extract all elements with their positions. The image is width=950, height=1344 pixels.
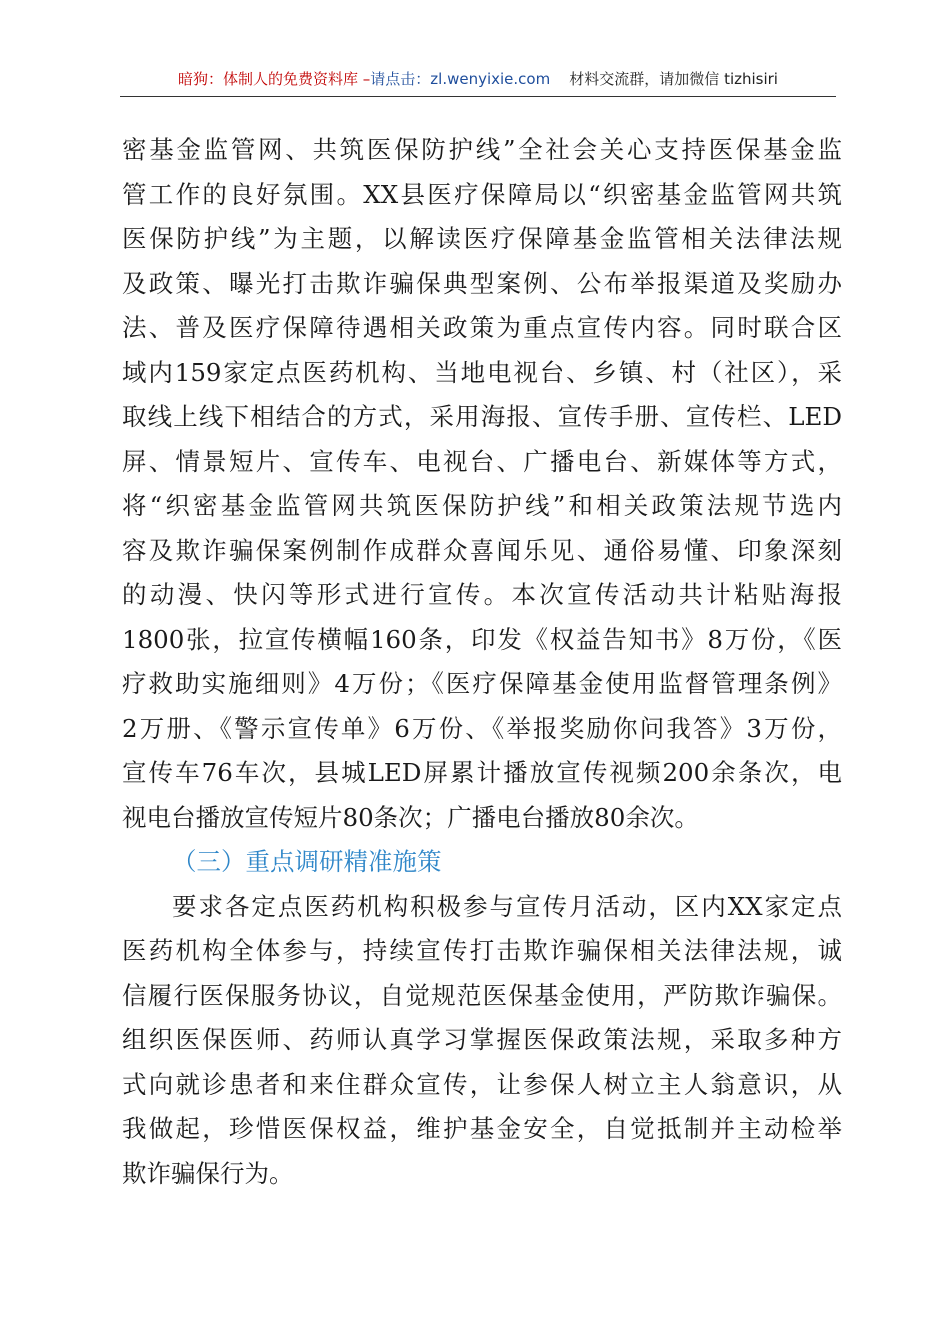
paragraph-line: 组织医保医师、药师认真学习掌握医保政策法规，采取多种方 <box>122 1025 842 1054</box>
paragraph-line: 医保防护线”为主题，以解读医疗保障基金监管相关法律法规 <box>122 224 842 253</box>
paragraph-line: 我做起，珍惜医保权益，维护基金安全，自觉抵制并主动检举 <box>122 1114 842 1143</box>
paragraph-line: 屏、情景短片、宣传车、电视台、广播电台、新媒体等方式， <box>122 446 842 476</box>
paragraph-line: 的动漫、快闪等形式进行宣传。本次宣传活动共计粘贴海报 <box>122 580 842 609</box>
paragraph-line: 欺诈骗保行为。 <box>122 1158 294 1188</box>
paragraph-line: 医药机构全体参与，持续宣传打击欺诈骗保相关法律法规，诚 <box>122 936 842 965</box>
paragraph-line: 式向就诊患者和来住群众宣传，让参保人树立主人翁意识，从 <box>122 1069 842 1099</box>
paragraph-line: 2万册、《警示宣传单》6万份、《举报奖励你问我答》3万份， <box>122 713 842 743</box>
paragraph-line: 容及欺诈骗保案例制作成群众喜闻乐见、通俗易懂、印象深刻 <box>122 535 842 565</box>
paragraph-2 <box>122 885 842 1197</box>
paragraph-line: 宣传车76车次，县城LED屏累计播放宣传视频200余条次，电 <box>122 758 842 787</box>
section-heading: （三）重点调研精准施策 <box>172 847 442 876</box>
document-body <box>122 128 842 1196</box>
paragraph-line: 及政策、曝光打击欺诈骗保典型案例、公布举报渠道及奖励办 <box>122 268 842 298</box>
header-site-name: 暗狗：体制人的免费资料库 – <box>178 70 371 88</box>
paragraph-line: 疗救助实施细则》4万份；《医疗保障基金使用监督管理条例》 <box>122 669 842 698</box>
paragraph-1 <box>122 128 842 840</box>
paragraph-line: 视电台播放宣传短片80条次；广播电台播放80余次。 <box>122 802 699 832</box>
paragraph-line: 将“织密基金监管网共筑医保防护线”和相关政策法规节选内 <box>122 491 842 520</box>
paragraph-line: 要求各定点医药机构积极参与宣传月活动，区内XX家定点 <box>172 891 842 921</box>
paragraph-line: 取线上线下相结合的方式，采用海报、宣传手册、宣传栏、LED <box>122 402 842 431</box>
header-contact: 材料交流群，请加微信 tizhisiri <box>569 70 778 88</box>
header-link[interactable]: 请点击：zl.wenyixie.com <box>370 70 551 88</box>
paragraph-line: 信履行医保服务协议，自觉规范医保基金使用，严防欺诈骗保。 <box>122 980 842 1010</box>
paragraph-line: 1800张，拉宣传横幅160条，印发《权益告知书》8万份，《医 <box>122 624 842 654</box>
header-divider <box>120 96 836 97</box>
paragraph-line: 法、普及医疗保障待遇相关政策为重点宣传内容。同时联合区 <box>122 313 842 342</box>
paragraph-line: 密基金监管网、共筑医保防护线”全社会关心支持医保基金监 <box>122 135 842 164</box>
paragraph-line: 域内159家定点医药机构、当地电视台、乡镇、村（社区），采 <box>122 357 842 387</box>
paragraph-line: 管工作的良好氛围。XX县医疗保障局以“织密基金监管网共筑 <box>122 179 842 209</box>
page-header <box>120 68 836 90</box>
